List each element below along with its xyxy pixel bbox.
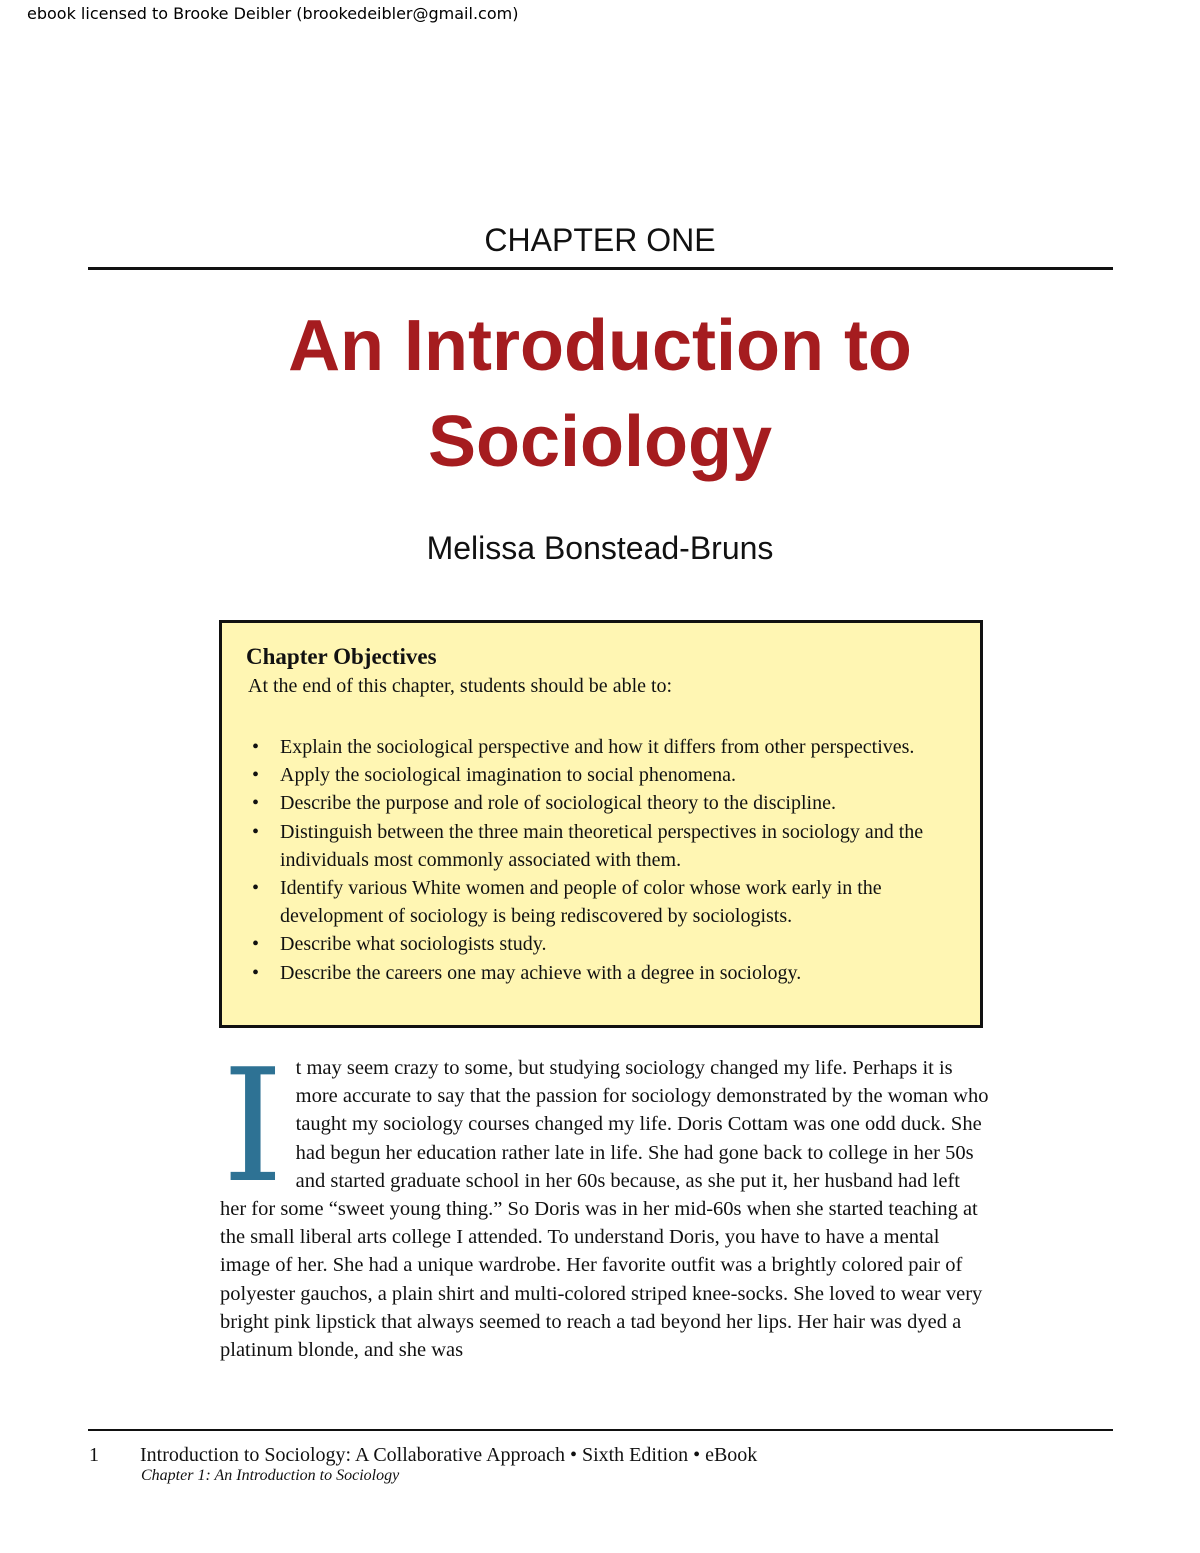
objective-item xyxy=(242,930,972,958)
objective-item xyxy=(242,959,972,987)
body-text: t may seem crazy to some, but studying sociology changed my life. Perhaps it is more accurate to say that the passion for sociology demonstrated by the woman who taught my sociology courses changed my life. Doris Cottam was one odd duck. She had begun her education rather late in life. She had gone back to college in her 50s and started graduate school in her 60s because, as she put it, her husband had left her for some “sweet young thing.” So Doris was in her mid-60s when she started teaching at the small liberal arts college I attended. To understand Doris, you have to have a mental image of her. She had a unique wardrobe. Her favorite outfit was a brightly colored pair of polyester gauchos, a plain shirt and multi-colored striped knee-socks. She loved to wear very bright pink lipstick that always seemed to reach a tad beyond her lips. Her hair was dyed a platinum blonde, and she was xyxy=(220,1057,989,1362)
title-divider xyxy=(88,267,1113,270)
bullet-icon: • xyxy=(252,877,260,900)
footer-book-title: Introduction to Sociology: A Collaborative Approach • Sixth Edition • eBook xyxy=(140,1444,758,1466)
drop-cap: I xyxy=(222,1035,284,1217)
bullet-icon: • xyxy=(252,933,260,956)
bullet-icon: • xyxy=(252,792,260,815)
objectives-heading: Chapter Objectives xyxy=(246,644,437,669)
objective-item xyxy=(242,818,972,874)
bullet-icon: • xyxy=(252,820,260,843)
objective-text: Explain the sociological perspective and how it differs from other perspectives. xyxy=(280,736,915,758)
objectives-intro: At the end of this chapter, students should be able to: xyxy=(248,675,673,697)
objective-item xyxy=(242,761,972,789)
page-title xyxy=(0,298,1200,490)
objectives-list xyxy=(242,733,972,987)
page-number: 1 xyxy=(89,1444,99,1466)
license-notice: ebook licensed to Brooke Deibler (brookedeibler@gmail.com) xyxy=(27,4,519,23)
author-name: Melissa Bonstead-Bruns xyxy=(426,530,774,566)
chapter-objectives-box xyxy=(219,620,983,1028)
objective-text: Describe the careers one may achieve with a degree in sociology. xyxy=(280,961,802,984)
footer-chapter-title: Chapter 1: An Introduction to Sociology xyxy=(141,1467,400,1484)
objective-text: Identify various White women and people of color whose work early in the development of sociology is being rediscovered by sociologists. xyxy=(280,877,882,928)
body-paragraph xyxy=(220,1035,990,1364)
objective-text: Describe the purpose and role of sociological theory to the discipline. xyxy=(280,792,836,815)
objective-text: Distinguish between the three main theoretical perspectives in sociology and the individuals most commonly associated with them. xyxy=(280,820,924,871)
bullet-icon: • xyxy=(252,736,260,758)
objective-text: Apply the sociological imagination to social phenomena. xyxy=(280,764,737,787)
bullet-icon: • xyxy=(252,764,260,787)
objective-item xyxy=(242,874,972,930)
bullet-icon: • xyxy=(252,961,260,984)
objective-item xyxy=(242,733,972,761)
chapter-label: CHAPTER ONE xyxy=(484,222,716,258)
title-line-1: An Introduction to xyxy=(288,306,912,386)
title-line-2: Sociology xyxy=(427,402,773,482)
objective-item xyxy=(242,789,972,817)
objective-text: Describe what sociologists study. xyxy=(280,933,547,956)
footer-divider xyxy=(88,1429,1113,1431)
